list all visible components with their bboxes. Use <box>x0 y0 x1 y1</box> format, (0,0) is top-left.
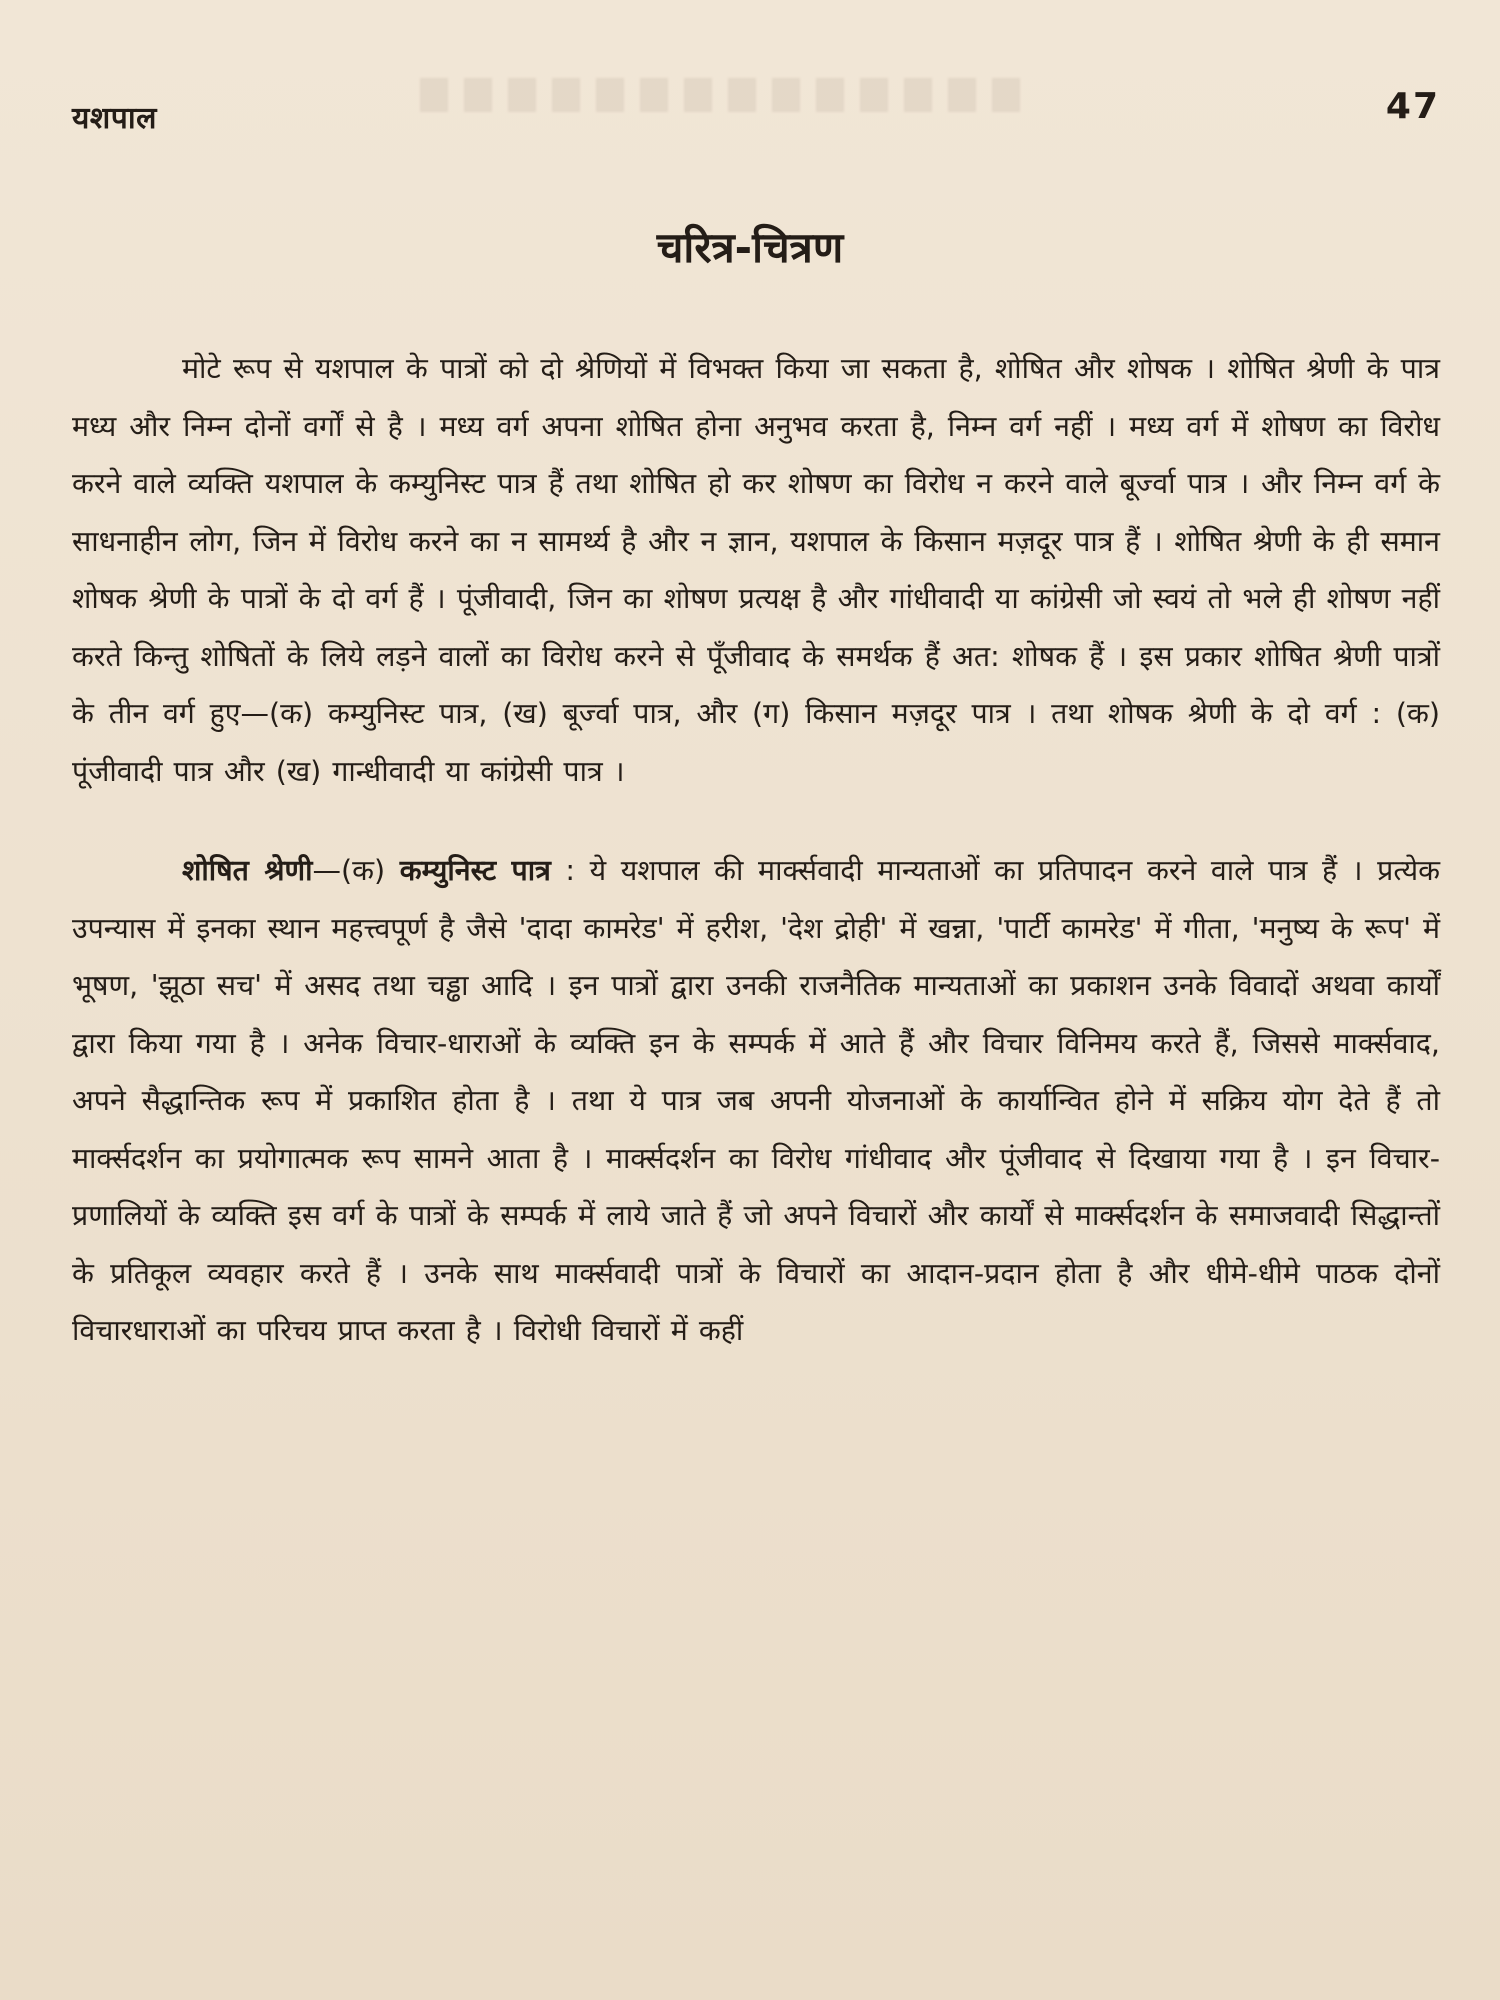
bleed-through-shadow <box>420 78 1020 112</box>
section-heading: कम्युनिस्ट पात्र <box>399 854 551 887</box>
section-lead: शोषित श्रेणी <box>182 854 313 887</box>
body-text <box>72 340 1440 1360</box>
chapter-title: चरित्र-चित्रण <box>656 223 844 272</box>
section-body: : ये यशपाल की मार्क्सवादी मान्यताओं का प्रतिपादन करने वाले पात्र हैं । प्रत्येक उपन्यास में इनका स्थान महत्त्वपूर्ण है जैसे 'दादा कामरेड' में हरीश, 'देश द्रोही' में खन्ना, 'पार्टी कामरेड' में गीता, 'मनुष्य के रूप' में भूषण, 'झूठा सच' में असद तथा चड्ढा आदि । इन पात्रों द्वारा उनकी राजनैतिक मान्यताओं का प्रकाशन उनके विवादों अथवा कार्यों द्वारा किया गया है । अनेक विचार-धाराओं के व्यक्ति इन के सम्पर्क में आते हैं और विचार विनिमय करते हैं, जिससे मार्क्सवाद, अपने सैद्धान्तिक रूप में प्रकाशित होता है । तथा ये पात्र जब अपनी योजनाओं के कार्यान्वित होने में सक्रिय योग देते हैं तो मार्क्सदर्शन का प्रयोगात्मक रूप सामने आता है । मार्क्सदर्शन का विरोध गांधीवाद और पूंजीवाद से दिखाया गया है । इन विचार-प्रणालियों के व्यक्ति इस वर्ग के पात्रों के सम्पर्क में लाये जाते हैं जो अपने विचारों और कार्यों से मार्क्सदर्शन के समाजवादी सिद्धान्तों के प्रतिकूल व्यवहार करते हैं । उनके साथ मार्क्सवादी पात्रों के विचारों का आदान-प्रदान होता है और धीमे-धीमे पाठक दोनों विचारधाराओं का परिचय प्राप्त करता है । विरोधी विचारों में कहीं <box>72 854 1440 1347</box>
section-marker: —(क) <box>312 854 400 887</box>
page-number: 47 <box>1385 86 1440 127</box>
paragraph-intro: मोटे रूप से यशपाल के पात्रों को दो श्रेणियों में विभक्त किया जा सकता है, शोषित और शोषक । शोषित श्रेणी के पात्र मध्य और निम्न दोनों वर्गों से है । मध्य वर्ग अपना शोषित होना अनुभव करता है, निम्न वर्ग नहीं । मध्य वर्ग में शोषण का विरोध करने वाले व्यक्ति यशपाल के कम्युनिस्ट पात्र हैं तथा शोषित हो कर शोषण का विरोध न करने वाले बूर्ज्वा पात्र । और निम्न वर्ग के साधनाहीन लोग, जिन में विरोध करने का न सामर्थ्य है और न ज्ञान, यशपाल के किसान मज़दूर पात्र हैं । शोषित श्रेणी के ही समान शोषक श्रेणी के पात्रों के दो वर्ग हैं । पूंजीवादी, जिन का शोषण प्रत्यक्ष है और गांधीवादी या कांग्रेसी जो स्वयं तो भले ही शोषण नहीं करते किन्तु शोषितों के लिये लड़ने वालों का विरोध करने से पूँजीवाद के समर्थक हैं अत: शोषक हैं । इस प्रकार शोषित श्रेणी पात्रों के तीन वर्ग हुए—(क) कम्युनिस्ट पात्र, (ख) बूर्ज्वा पात्र, और (ग) किसान मज़दूर पात्र । तथा शोषक श्रेणी के दो वर्ग : (क) पूंजीवादी पात्र और (ख) गान्धीवादी या कांग्रेसी पात्र । <box>72 352 1440 788</box>
running-head: यशपाल <box>72 101 157 136</box>
paragraph-communist-characters <box>72 842 1440 1360</box>
